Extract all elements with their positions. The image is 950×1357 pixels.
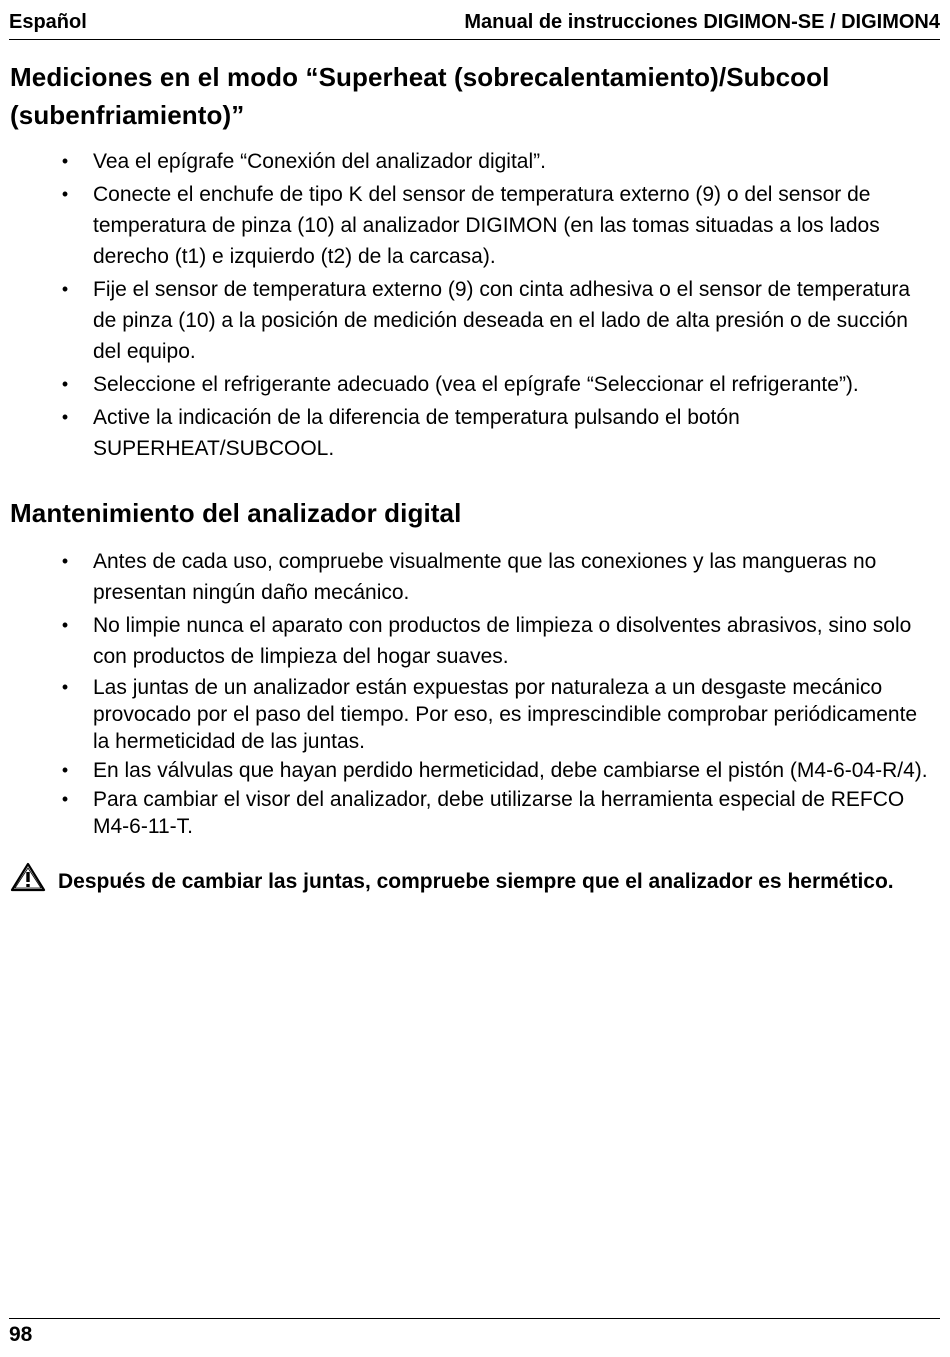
list-item (10, 786, 935, 840)
list-item-text: Fije el sensor de temperatura externo (9) con cinta adhesiva o el sensor de temperatura de pinza (10) a la posición de medición deseada en el lado de alta presión o de succión del equipo. (93, 278, 911, 363)
list-item (10, 146, 935, 177)
page-number: 98 (9, 1323, 33, 1346)
list-item-text: Las juntas de un analizador están expuestas por naturaleza a un desgaste mecánico provocado por el paso del tiempo. Por eso, es imprescindible comprobar periódicamente la hermeticidad de las juntas. (93, 676, 918, 753)
warning-text: Después de cambiar las juntas, compruebe siempre que el analizador es hermético. (58, 870, 894, 893)
list-item (10, 402, 935, 464)
header-language: Español (9, 11, 87, 33)
bullet-icon: • (61, 407, 69, 427)
list-item-text: Para cambiar el visor del analizador, debe utilizarse la herramienta especial de REFCO M4-6-11-T. (93, 788, 905, 838)
bullet-icon: • (61, 151, 69, 171)
list-item (10, 179, 935, 272)
bullet-icon: • (61, 374, 69, 394)
superheat-steps-list (10, 146, 935, 464)
warning-triangle-icon (10, 862, 46, 892)
section-title-superheat: Mediciones en el modo “Superheat (sobrecalentamiento)/Subcool (subenfriamiento)” (10, 62, 830, 130)
list-item (10, 369, 935, 400)
bullet-icon: • (61, 551, 69, 571)
list-item (10, 674, 935, 755)
list-item-text: No limpie nunca el aparato con productos de limpieza o disolventes abrasivos, sino solo con productos de limpieza del hogar suaves. (93, 614, 912, 668)
bullet-icon: • (61, 760, 69, 780)
bullet-icon: • (61, 789, 69, 809)
list-item-text: Active la indicación de la diferencia de temperatura pulsando el botón SUPERHEAT/SUBCOOL. (93, 406, 740, 460)
warning-note (10, 862, 935, 896)
section-title-maintenance: Mantenimiento del analizador digital (10, 498, 462, 528)
list-item-text: Antes de cada uso, compruebe visualmente que las conexiones y las mangueras no presentan ningún daño mecánico. (93, 550, 877, 604)
bullet-icon: • (61, 279, 69, 299)
page-header (9, 6, 940, 40)
maintenance-list (10, 546, 935, 840)
bullet-icon: • (61, 615, 69, 635)
list-item-text: Conecte el enchufe de tipo K del sensor de temperatura externo (9) o del sensor de temperatura de pinza (10) al analizador DIGIMON (en las tomas situadas a los lados derecho (t1) e izquierdo (t2) de la carcasa). (93, 183, 880, 268)
page-content (10, 58, 935, 896)
list-item (10, 610, 935, 672)
footer-divider (9, 1318, 940, 1319)
list-item-text: Seleccione el refrigerante adecuado (vea el epígrafe “Seleccionar el refrigerante”). (93, 373, 859, 396)
list-item (10, 546, 935, 608)
list-item-text: Vea el epígrafe “Conexión del analizador digital”. (93, 150, 546, 173)
header-manual-title: Manual de instrucciones DIGIMON-SE / DIGIMON4 (464, 11, 940, 33)
bullet-icon: • (61, 184, 69, 204)
list-item (10, 274, 935, 367)
list-item-text: En las válvulas que hayan perdido hermeticidad, debe cambiarse el pistón (M4-6-04-R/4). (93, 759, 928, 782)
list-item (10, 757, 935, 784)
bullet-icon: • (61, 677, 69, 697)
